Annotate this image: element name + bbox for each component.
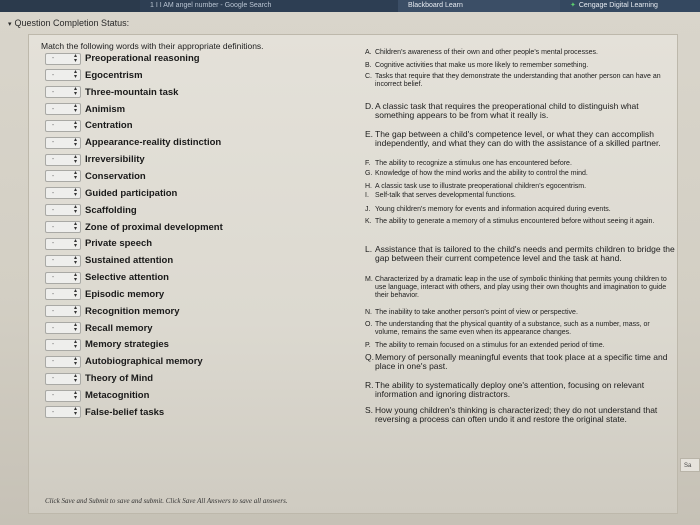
definition-text: The ability to remain focused on a stimulus for an extended period of time. [375,342,605,349]
answer-select-value: - [51,375,55,383]
definition-item [365,276,675,300]
tab-blackboard-learn[interactable]: Blackboard Learn [398,0,568,12]
tab-cengage[interactable] [560,0,700,12]
definition-text: Cognitive activities that make us more likely to remember something. [375,62,589,69]
term-label: Preoperational reasoning [85,53,200,64]
answer-select-value: - [51,172,55,180]
term-label: False-belief tasks [85,406,165,418]
definition-letter: L. [365,244,373,254]
answer-select[interactable] [45,53,81,65]
definition-item [365,406,675,424]
term-row [45,68,143,83]
definition-text: A classic task that requires the preoperational child to distinguish what something appears to be from what it really is. [375,101,639,120]
answer-select[interactable] [45,255,81,267]
definition-item [365,130,675,148]
definition-text: The understanding that the physical quantity of a substance, such as a number, mass, or volume, remains the same even when its appearance changes. [375,321,650,336]
definition-letter: B. [365,62,372,69]
answer-select-value: - [51,240,55,248]
definition-item [365,183,675,191]
save-all-answers-button[interactable]: Sa [680,458,700,472]
answer-select[interactable] [45,187,81,199]
answer-select-value: - [51,341,55,349]
answer-select-value: - [51,257,55,265]
term-row [45,186,177,201]
definition-letter: P. [365,342,371,349]
definition-item [365,353,675,371]
term-row [45,220,223,235]
term-row [45,405,164,420]
select-arrows-icon: ▴ ▾ [73,221,77,232]
select-arrows-icon: ▴ ▾ [73,86,77,98]
definition-letter: I. [365,192,369,199]
definition-letter: G. [365,170,373,177]
tab-cengage-label: Cengage Digital Learning [578,2,658,9]
select-arrows-icon: ▴ ▾ [73,305,77,317]
answer-select-value: - [51,55,55,62]
term-label: Egocentrism [85,69,143,81]
answer-select[interactable] [45,69,81,81]
answer-select[interactable] [45,170,81,182]
term-label: Recognition memory [85,305,180,317]
answer-select-value: - [51,189,55,197]
term-label: Conservation [85,170,146,182]
select-arrows-icon: ▴ ▾ [73,103,77,115]
term-label: Private speech [85,238,153,250]
definition-text: Memory of personally meaningful events that took place at a specific time and place in one's past. [375,352,668,371]
term-row [45,203,137,218]
term-row [45,85,178,100]
answer-select-value: - [51,139,55,147]
term-row [45,321,153,336]
collapse-caret-icon: ▾ [8,21,12,28]
definition-item [365,73,675,89]
definition-letter: M. [365,276,373,283]
term-row [45,118,133,133]
term-label: Three-mountain task [85,86,179,98]
term-label: Guided participation [85,187,178,199]
select-arrows-icon: ▴ ▾ [73,153,77,165]
answer-select[interactable] [45,322,81,334]
answer-select[interactable] [45,339,81,351]
definition-item [365,245,675,263]
definition-text: Knowledge of how the mind works and the ability to control the mind. [375,170,588,177]
answer-select-value: - [51,290,55,298]
answer-select-value: - [51,206,55,214]
term-row [45,270,169,285]
select-arrows-icon: ▴ ▾ [73,69,77,81]
definition-letter: H. [365,183,372,190]
term-row [45,169,146,184]
answer-select[interactable] [45,103,81,115]
select-arrows-icon: ▴ ▾ [73,52,77,64]
definition-item [365,218,675,226]
term-label: Selective attention [85,272,169,284]
answer-select[interactable] [45,204,81,216]
select-arrows-icon: ▴ ▾ [73,355,77,367]
definition-item [365,309,675,317]
term-label: Autobiographical memory [85,356,203,368]
definition-letter: F. [365,160,371,167]
select-arrows-icon: ▴ ▾ [73,136,77,148]
answer-select[interactable] [45,238,81,250]
select-arrows-icon: ▴ ▾ [73,389,77,401]
definition-letter: Q. [365,352,374,362]
save-instructions: Click Save and Submit to save and submit. Click Save All Answers to save all answers. [45,497,288,505]
term-label: Memory strategies [85,339,169,351]
answer-select[interactable] [45,120,81,132]
term-row [45,135,221,150]
answer-select-value: - [51,88,55,96]
answer-select-value: - [51,122,55,130]
matching-question-panel [28,34,678,514]
definition-text: Young children's memory for events and information acquired during events. [375,206,611,213]
definition-letter: R. [365,380,374,390]
term-label: Episodic memory [85,288,165,300]
definition-letter: C. [365,73,372,80]
term-row [45,371,153,386]
term-label: Irreversibility [85,154,145,166]
select-arrows-icon: ▴ ▾ [73,170,77,182]
question-completion-status[interactable] [8,18,129,28]
definition-text: Assistance that is tailored to the child's needs and permits children to bridge the gap between their current competence level and the task at hand. [375,244,675,263]
definition-letter: J. [365,206,371,213]
term-label: Scaffolding [85,204,137,216]
term-row [45,152,145,167]
answer-select-value: - [51,408,55,416]
answer-select-value: - [51,358,55,366]
select-arrows-icon: ▴ ▾ [73,204,77,216]
answer-select[interactable] [45,137,81,149]
definition-text: A classic task use to illustrate preoperational children's egocentrism. [375,183,587,190]
status-label: Question Completion Status: [14,18,130,28]
select-arrows-icon: ▴ ▾ [73,338,77,350]
term-label: Animism [85,103,126,115]
term-row [45,253,173,268]
definition-text: Children's awareness of their own and other people's mental processes. [375,49,598,56]
answer-select[interactable] [45,305,81,317]
definition-letter: E. [365,129,374,139]
select-arrows-icon: ▴ ▾ [73,406,77,418]
definition-item [365,342,675,350]
definition-text: Self-talk that serves developmental functions. [375,192,516,199]
definition-text: Characterized by a dramatic leap in the use of symbolic thinking that permits young children to use language, interact with others, and play using their own thoughts and imagination to guide their behavior. [375,276,667,299]
definition-letter: A. [365,49,372,56]
definition-item [365,62,675,70]
select-arrows-icon: ▴ ▾ [73,288,77,300]
term-row [45,354,203,369]
select-arrows-icon: ▴ ▾ [73,322,77,334]
term-row [45,304,180,319]
definition-letter: O. [365,321,373,328]
term-label: Sustained attention [85,255,174,267]
term-label: Recall memory [85,322,153,334]
select-arrows-icon: ▴ ▾ [73,271,77,283]
select-arrows-icon: ▴ ▾ [73,254,77,266]
term-row [45,236,152,251]
term-label: Metacognition [85,390,150,401]
select-arrows-icon: ▴ ▾ [73,187,77,199]
cengage-star-icon: ✦ [570,2,576,9]
definition-item [365,381,675,399]
term-label: Zone of proximal development [85,221,223,233]
answer-select[interactable] [45,406,81,418]
term-row [45,51,200,66]
answer-select-value: - [51,156,55,164]
definition-item [365,49,675,57]
term-row [45,388,149,403]
definition-letter: N. [365,309,372,316]
answer-select[interactable] [45,373,81,385]
answer-select-value: - [51,105,55,113]
term-row [45,287,164,302]
definition-text: The gap between a child's competence level, or what they can accomplish independently, and what they can do with the assistance of a skilled partner. [375,129,661,148]
definition-item [365,170,675,178]
definition-text: The ability to systematically deploy one's attention, focusing on relevant information and ignoring distractors. [375,380,645,399]
definition-item [365,206,675,214]
answer-select-value: - [51,392,55,399]
question-page [0,12,700,525]
definition-text: Tasks that require that they demonstrate the understanding that another person can have an incorrect belief. [375,73,661,88]
question-instructions: Match the following words with their appropriate definitions. [41,41,264,51]
answer-select-value: - [51,307,55,315]
term-label: Appearance-reality distinction [85,137,222,149]
answer-select-value: - [51,324,55,332]
definition-text: The ability to recognize a stimulus one has encountered before. [375,160,572,167]
answer-select-value: - [51,274,55,282]
answer-select[interactable] [45,288,81,300]
definition-item [365,321,675,337]
definition-text: The ability to generate a memory of a stimulus encountered before without seeing it again. [375,218,655,225]
select-arrows-icon: ▴ ▾ [73,372,77,384]
select-arrows-icon: ▴ ▾ [73,119,77,131]
term-label: Theory of Mind [85,373,154,385]
tab-google-search[interactable]: 1 I I AM angel number - Google Search [140,0,410,12]
answer-select[interactable] [45,154,81,166]
browser-tab-bar [0,0,700,12]
definition-item [365,102,675,120]
answer-select-value: - [51,71,55,79]
answer-select[interactable] [45,272,81,284]
select-arrows-icon: ▴ ▾ [73,237,77,249]
definition-letter: K. [365,218,372,225]
answer-select-value: - [51,223,55,231]
answer-select[interactable] [45,356,81,368]
answer-select[interactable] [45,221,81,233]
term-row [45,337,169,352]
definition-text: The inability to take another person's point of view or perspective. [375,309,578,316]
definition-item [365,160,675,168]
term-row [45,102,125,117]
answer-select[interactable] [45,86,81,98]
answer-select[interactable] [45,390,81,402]
definition-letter: D. [365,101,374,111]
definition-text: How young children's thinking is characterized; they do not understand that reversing a process can often undo it and restore the original state. [375,405,658,424]
definition-item [365,192,675,200]
term-label: Centration [85,120,133,132]
definition-letter: S. [365,405,374,415]
